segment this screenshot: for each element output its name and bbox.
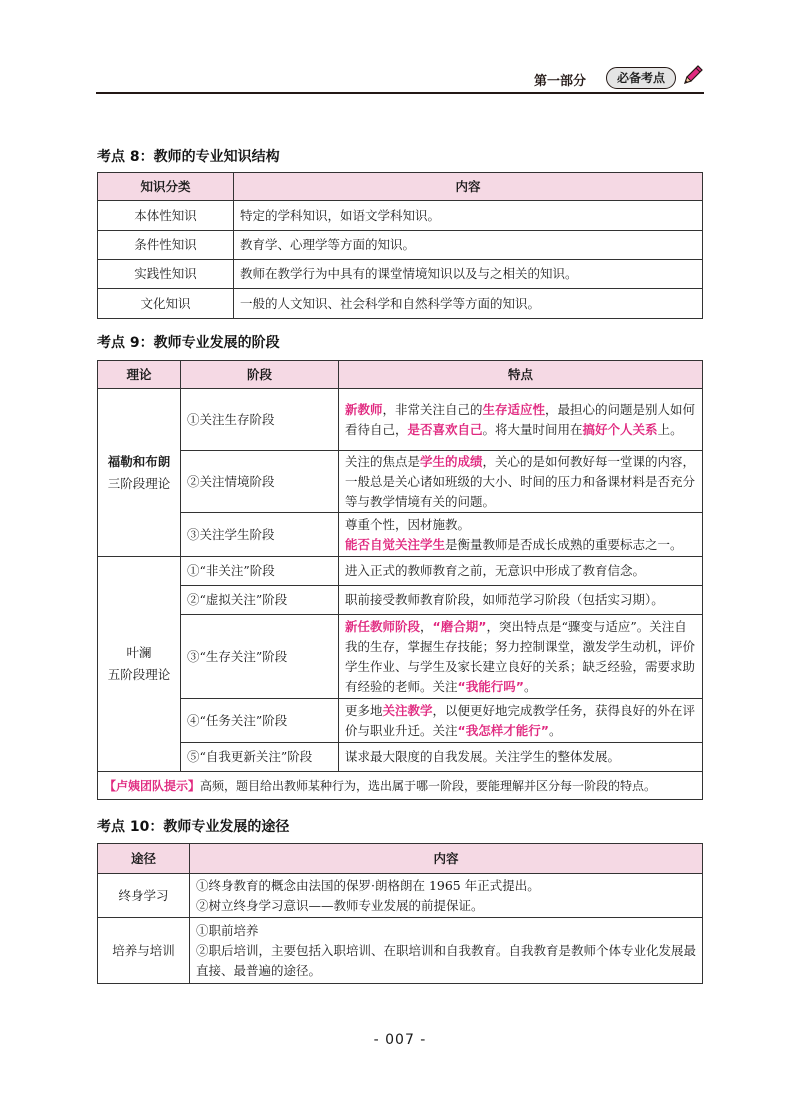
col-header-stage: 阶段 (181, 361, 339, 389)
content-cell: ①终身教育的概念由法国的保罗·朗格朗在 1965 年正式提出。 ②树立终身学习意识——教师专业发展的前提保证。 (190, 874, 703, 918)
stage-cell: ④“任务关注”阶段 (181, 699, 339, 743)
theory-subtitle: 五阶段理论 (107, 667, 171, 682)
section-10-title: 考点 10：教师专业发展的途径 (97, 819, 290, 835)
table-row (98, 389, 703, 451)
category-cell: 本体性知识 (98, 201, 234, 231)
team-tip (98, 772, 703, 800)
table-row (98, 743, 703, 772)
path-cell: 终身学习 (98, 874, 190, 918)
development-stages-table (97, 360, 703, 800)
col-header-feature: 特点 (339, 361, 703, 389)
stage-cell: ②“虚拟关注”阶段 (181, 586, 339, 615)
feature-cell: 进入正式的教师教育之前，无意识中形成了教育信念。 (339, 557, 703, 586)
page-header (96, 64, 704, 92)
content-cell: 一般的人文知识、社会科学和自然科学等方面的知识。 (234, 289, 703, 319)
tip-label: 【卢姨团队提示】 (104, 778, 201, 793)
tip-text: 高频，题目给出教师某种行为，选出属于哪一阶段，要能理解并区分每一阶段的特点。 (200, 778, 657, 793)
content-cell: 教育学、心理学等方面的知识。 (234, 231, 703, 260)
feature-cell: 更多地关注教学，以便更好地完成教学任务，获得良好的外在评价与职业升迁。关注“我怎样才能行”。 (339, 699, 703, 743)
table-row (98, 201, 703, 231)
content-cell: ①职前培养 ②职后培训，主要包括入职培训、在职培训和自我教育。自我教育是教师个体专业化发展最直接、最普遍的途径。 (190, 918, 703, 984)
feature-cell: 新教师，非常关注自己的生存适应性，最担心的问题是别人如何看待自己，是否喜欢自己。将大量时间用在搞好个人关系上。 (339, 389, 703, 451)
table-row (98, 231, 703, 260)
table-row (98, 557, 703, 586)
feature-cell: 新任教师阶段，“磨合期”，突出特点是“骤变与适应”。关注自我的生存，掌握生存技能；努力控制课堂，激发学生动机，评价学生作业、与学生及家长建立良好的关系；缺乏经验，需要求助有经验的老师。关注“我能行吗”。 (339, 615, 703, 699)
header-rule (96, 92, 704, 94)
page-number: - 007 - (373, 1032, 427, 1048)
theory-ye-lan (98, 557, 181, 772)
feature-cell: 关注的焦点是学生的成绩，关心的是如何教好每一堂课的内容，一般总是关心诸如班级的大小、时间的压力和备课材料是否充分等与教学情境有关的问题。 (339, 451, 703, 513)
stage-cell: ③“生存关注”阶段 (181, 615, 339, 699)
knowledge-structure-table (97, 172, 703, 319)
category-cell: 条件性知识 (98, 231, 234, 260)
section-8-title: 考点 8：教师的专业知识结构 (97, 149, 280, 165)
feature-cell: 尊重个性，因材施教。 能否自觉关注学生是衡量教师是否成长成熟的重要标志之一。 (339, 513, 703, 557)
stage-cell: ①关注生存阶段 (181, 389, 339, 451)
table-row (98, 615, 703, 699)
tip-row (98, 772, 703, 800)
development-paths-table (97, 843, 703, 984)
content-cell: 特定的学科知识，如语文学科知识。 (234, 201, 703, 231)
table-row (98, 918, 703, 984)
feature-cell: 职前接受教师教育阶段，如师范学习阶段（包括实习期）。 (339, 586, 703, 615)
table-row (98, 699, 703, 743)
col-header-theory: 理论 (98, 361, 181, 389)
col-header-content: 内容 (190, 844, 703, 874)
stage-cell: ⑤“自我更新关注”阶段 (181, 743, 339, 772)
category-cell: 实践性知识 (98, 260, 234, 289)
table-row (98, 451, 703, 513)
category-cell: 文化知识 (98, 289, 234, 319)
section-9-title: 考点 9：教师专业发展的阶段 (97, 335, 280, 351)
content-cell: 教师在教学行为中具有的课堂情境知识以及与之相关的知识。 (234, 260, 703, 289)
theory-fuller-brown (98, 389, 181, 557)
table-row (98, 260, 703, 289)
theory-name: 叶澜 (126, 645, 152, 660)
stage-cell: ②关注情境阶段 (181, 451, 339, 513)
stage-cell: ①“非关注”阶段 (181, 557, 339, 586)
stage-cell: ③关注学生阶段 (181, 513, 339, 557)
theory-subtitle: 三阶段理论 (107, 475, 171, 491)
part-label: 第一部分 (533, 74, 586, 89)
table-row (98, 874, 703, 918)
col-header-path: 途径 (98, 844, 190, 874)
col-header-content: 内容 (234, 173, 703, 201)
path-cell: 培养与培训 (98, 918, 190, 984)
part-tag: 必备考点 (606, 67, 676, 89)
feature-cell: 谋求最大限度的自我发展。关注学生的整体发展。 (339, 743, 703, 772)
table-row (98, 289, 703, 319)
pencil-icon (680, 64, 704, 88)
theory-name: 福勒和布朗 (107, 453, 171, 469)
table-row (98, 513, 703, 557)
col-header-category: 知识分类 (98, 173, 234, 201)
table-row (98, 586, 703, 615)
